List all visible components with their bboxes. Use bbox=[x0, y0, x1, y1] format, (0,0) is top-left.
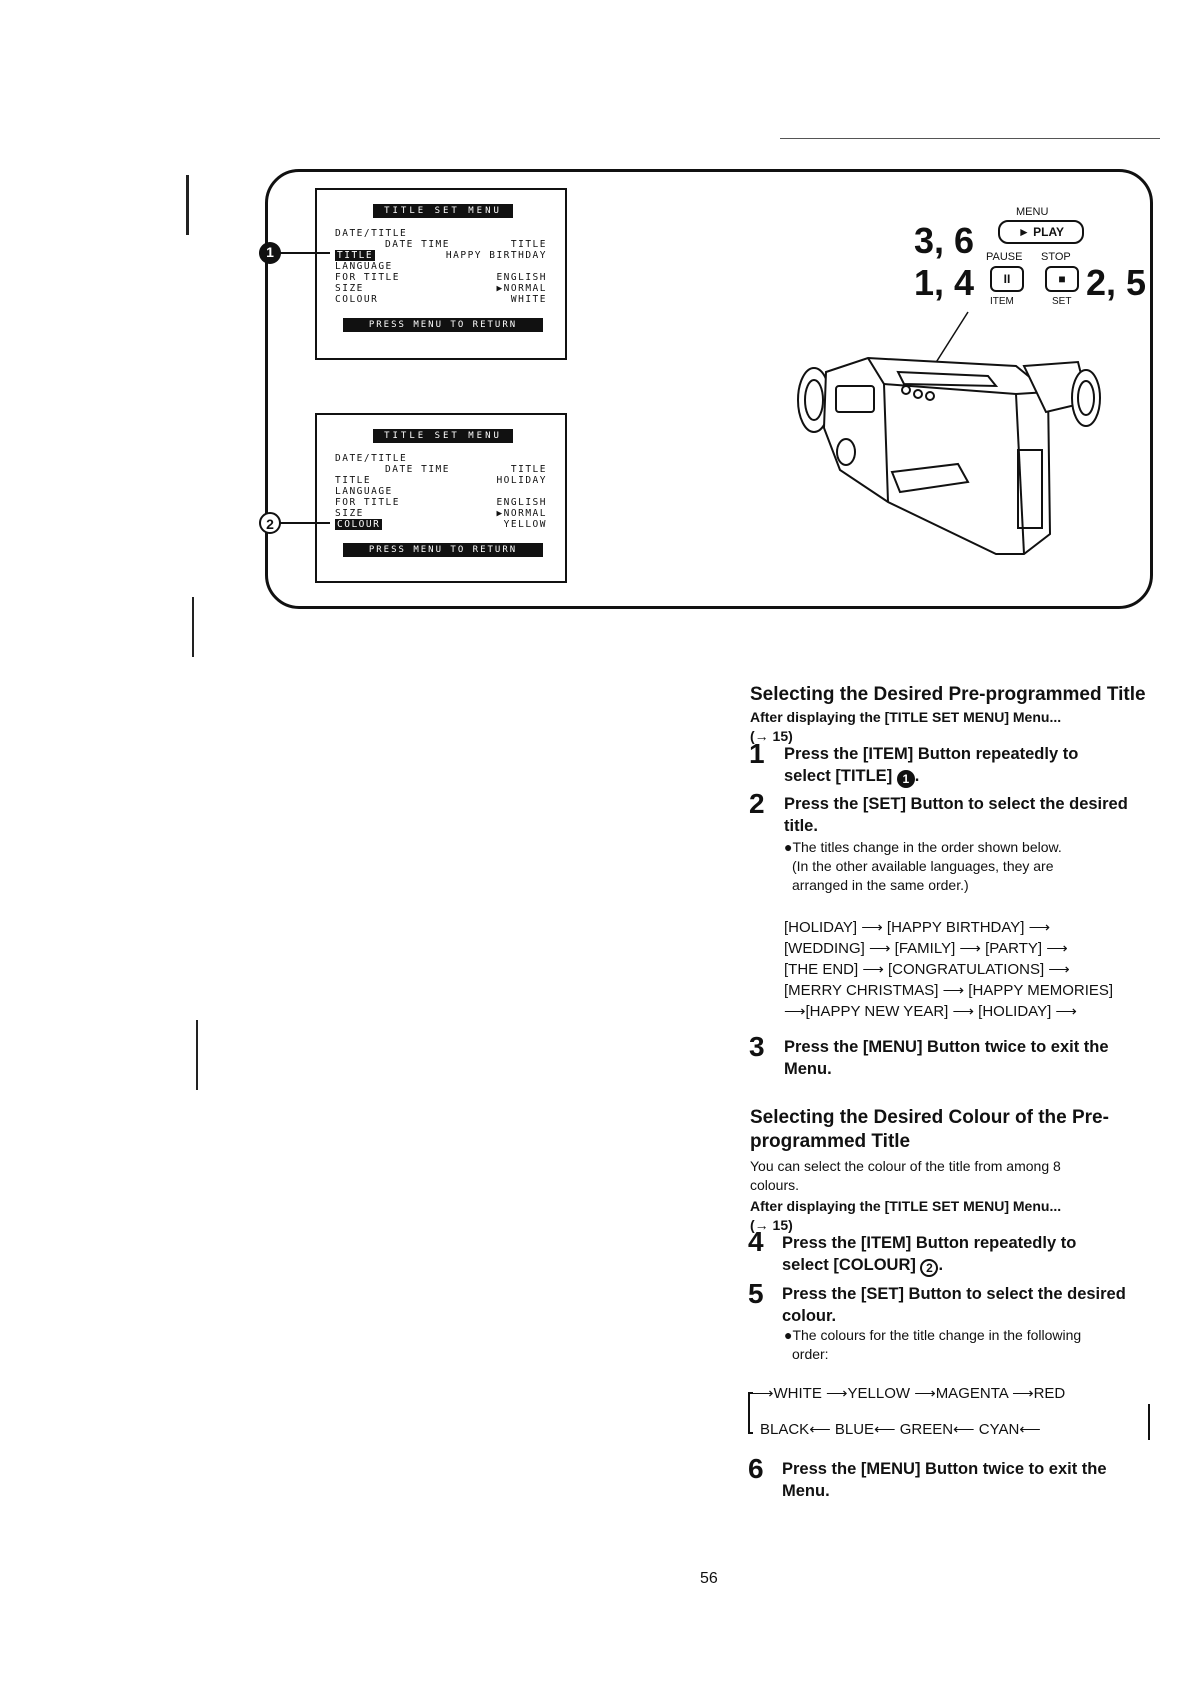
steps-label-2-5: 2, 5 bbox=[1086, 262, 1147, 303]
step2-note: ●The titles change in the order shown below. (In the other available languages, they are arranged in the same order.) bbox=[784, 839, 1062, 893]
osd-screen-title bbox=[315, 188, 567, 360]
step6-text: Press the [MENU] Button twice to exit the Menu. bbox=[782, 1460, 1107, 1500]
callout-1: 1 bbox=[259, 242, 281, 264]
page-number: 56 bbox=[700, 1570, 718, 1587]
callout-1-inline: 1 bbox=[897, 770, 915, 788]
step-number-1: 1 bbox=[749, 738, 765, 769]
step1-text: Press the [ITEM] Button repeatedly to select [TITLE] 1 . bbox=[784, 745, 1079, 786]
section1-page-ref: (→ 15) bbox=[750, 728, 793, 744]
item-label: ITEM bbox=[990, 296, 1014, 307]
steps-label-3-6: 3, 6 bbox=[914, 220, 975, 261]
title-sequence-line: [THE END] ⟶ [CONGRATULATIONS] ⟶ bbox=[784, 961, 1070, 978]
callout-2: 2 bbox=[259, 512, 281, 534]
camcorder-illustration bbox=[788, 302, 1128, 577]
section1-after-text: After displaying the [TITLE SET MENU] Menu... bbox=[750, 709, 1062, 725]
section2-page-ref: (→ 15) bbox=[750, 1217, 793, 1233]
title-sequence-line: [HOLIDAY] ⟶ [HAPPY BIRTHDAY] ⟶ bbox=[784, 919, 1051, 936]
osd-footer: PRESS MENU TO RETURN bbox=[343, 543, 543, 557]
stop-button: ■ bbox=[1045, 266, 1079, 292]
title-sequence-line: [MERRY CHRISTMAS] ⟶ [HAPPY MEMORIES] bbox=[784, 982, 1114, 999]
osd-row: TITLE HAPPY BIRTHDAY bbox=[337, 250, 547, 261]
camcorder-icon bbox=[798, 358, 1100, 554]
osd-header: TITLE SET MENU bbox=[373, 204, 513, 218]
step-number-5: 5 bbox=[748, 1278, 764, 1309]
callout-2-inline: 2 bbox=[920, 1259, 938, 1277]
colour-cycle-bottom: BLACK⟵ BLUE⟵ GREEN⟵ CYAN⟵ bbox=[760, 1421, 1041, 1438]
step2-text: Press the [SET] Button to select the desired title. bbox=[784, 795, 1128, 835]
step4-text: Press the [ITEM] Button repeatedly to select [COLOUR] 2 . bbox=[782, 1234, 1077, 1275]
step-number-4: 4 bbox=[748, 1226, 764, 1257]
osd-row: LANGUAGE bbox=[335, 486, 393, 497]
osd-row: SIZE ▶NORMAL bbox=[335, 508, 547, 519]
play-button: ► PLAY bbox=[998, 220, 1084, 244]
osd-row: DATE/TITLE bbox=[335, 228, 408, 239]
step-number-6: 6 bbox=[748, 1453, 764, 1484]
title-sequence-line: [WEDDING] ⟶ [FAMILY] ⟶ [PARTY] ⟶ bbox=[784, 940, 1068, 957]
section2-title: Selecting the Desired Colour of the Pre- programmed Title bbox=[750, 1107, 1109, 1152]
pause-label: PAUSE bbox=[986, 251, 1023, 263]
osd-footer: PRESS MENU TO RETURN bbox=[343, 318, 543, 332]
stop-label: STOP bbox=[1041, 251, 1071, 263]
set-label: SET bbox=[1052, 296, 1072, 307]
colour-cycle-top: ⟶WHITE ⟶YELLOW ⟶MAGENTA ⟶RED bbox=[752, 1385, 1066, 1402]
cycle-bracket-right bbox=[1148, 1404, 1151, 1440]
steps-label-1-4: 1, 4 bbox=[914, 262, 975, 303]
osd-header: TITLE SET MENU bbox=[373, 429, 513, 443]
title-sequence-line: ⟶[HAPPY NEW YEAR] ⟶ [HOLIDAY] ⟶ bbox=[784, 1003, 1077, 1020]
scan-mark bbox=[780, 138, 1160, 139]
osd-row: FOR TITLE ENGLISH bbox=[335, 272, 547, 283]
callout-leader bbox=[278, 252, 330, 254]
callout-leader bbox=[278, 522, 330, 524]
osd-row: COLOUR WHITE bbox=[335, 294, 547, 305]
section2-intro: You can select the colour of the title from among 8 colours. bbox=[750, 1158, 1061, 1193]
step-number-3: 3 bbox=[749, 1031, 765, 1062]
menu-label: MENU bbox=[1016, 206, 1049, 218]
step-number-2: 2 bbox=[749, 788, 765, 819]
osd-screen-colour bbox=[315, 413, 567, 583]
step3-text: Press the [MENU] Button twice to exit the Menu. bbox=[784, 1038, 1109, 1078]
osd-row: DATE TIME TITLE bbox=[385, 464, 547, 475]
osd-row: FOR TITLE ENGLISH bbox=[335, 497, 547, 508]
illustration-frame bbox=[265, 169, 1153, 609]
osd-row: DATE TIME TITLE bbox=[385, 239, 547, 250]
osd-row: SIZE ▶NORMAL bbox=[335, 283, 547, 294]
step5-text: Press the [SET] Button to select the desired colour. bbox=[782, 1285, 1126, 1325]
osd-row: TITLE HOLIDAY bbox=[335, 475, 547, 486]
step5-note: ●The colours for the title change in the following order: bbox=[784, 1327, 1082, 1362]
osd-row: DATE/TITLE bbox=[335, 453, 408, 464]
section2-after-text: After displaying the [TITLE SET MENU] Menu... bbox=[750, 1198, 1062, 1214]
scan-mark bbox=[196, 1020, 198, 1090]
section1-title: Selecting the Desired Pre-programmed Title bbox=[750, 684, 1146, 705]
pause-button: II bbox=[990, 266, 1024, 292]
osd-row: COLOUR YELLOW bbox=[337, 519, 547, 530]
osd-row: LANGUAGE bbox=[335, 261, 393, 272]
scan-mark bbox=[192, 597, 194, 657]
scan-mark bbox=[186, 175, 189, 235]
